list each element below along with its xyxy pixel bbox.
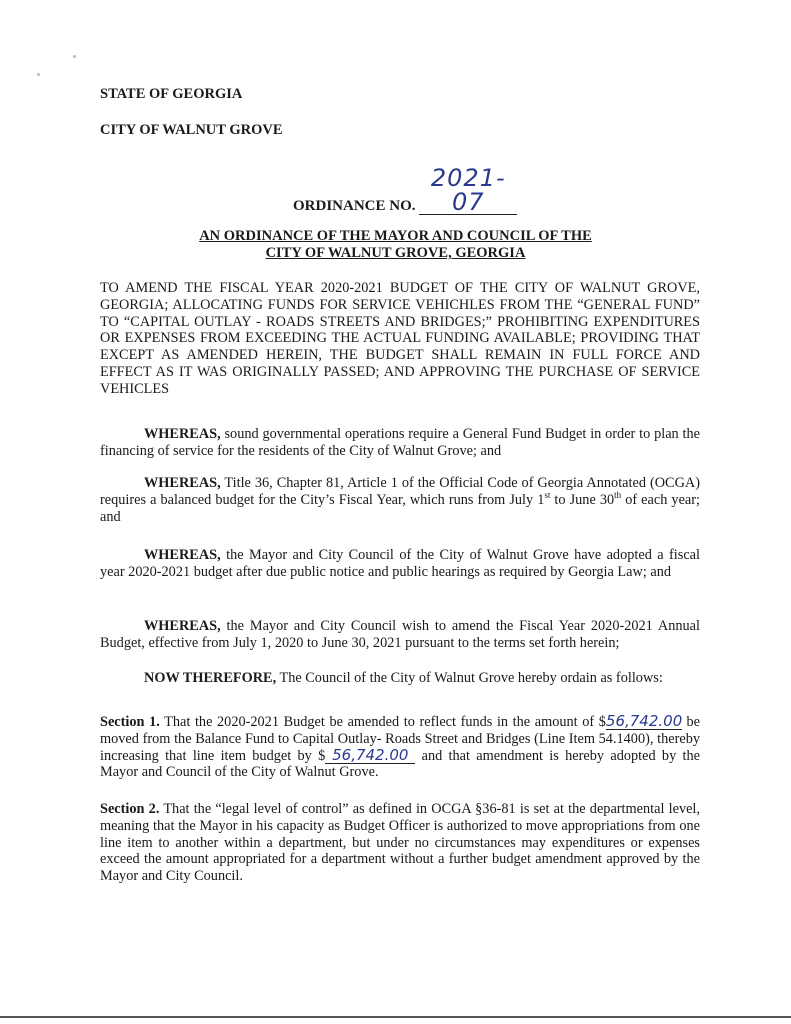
purpose-paragraph: TO AMEND THE FISCAL YEAR 2020-2021 BUDGET OF THE CITY OF WALNUT GROVE, GEORGIA; ALLOCATING FUNDS FOR SERVICE VEHICHLES FROM THE “GENERAL FUND” TO “CAPITAL OUTLAY - ROADS STREETS AND BRIDGES;” PROHIBITING EXPENDITURES OR EXPENSES FROM EXCEEDING THE ACTUAL FUNDING AVAILABLE; PROVIDING THAT EXCEPT AS AMENDED HEREIN, THE BUDGET SHALL REMAIN IN FULL FORCE AND EFFECT AS IT WAS ORIGINALLY PASSED; AND APPROVING THE PURCHASE OF SERVICE VEHICLES [100,280,700,397]
whereas-paragraph-3 [100,547,700,581]
state-heading: STATE OF GEORGIA [100,86,243,102]
whereas-text: of each year; and [100,491,700,525]
scan-speck [73,55,76,58]
whereas-text: the Mayor and City Council wish to amend the Fiscal Year 2020-2021 Annual Budget, effective from July 1, 2020 to June 30, 2021 pursuant to the terms set forth herein; [100,618,700,651]
scan-speck [37,73,40,76]
whereas-lead: WHEREAS, [144,547,221,563]
whereas-paragraph-1 [100,426,700,460]
whereas-lead: WHEREAS, [144,618,221,634]
whereas-paragraph-4 [100,618,700,652]
whereas-text: Title 36, Chapter 81, Article 1 of the Official Code of Georgia Annotated (OCGA) requires a balanced budget for the City’s Fiscal Year, which runs from July 1 [100,475,700,508]
whereas-lead: WHEREAS, [144,475,221,491]
now-therefore-text: The Council of the City of Walnut Grove hereby ordain as follows: [276,670,663,686]
section-2-lead: Section 2. [100,801,160,817]
whereas-text: sound governmental operations require a General Fund Budget in order to plan the financing of service for the residents of the City of Walnut Grove; and [100,426,700,459]
scan-bottom-edge [0,1016,791,1018]
now-therefore-lead: NOW THEREFORE, [144,670,277,686]
title-line-1: AN ORDINANCE OF THE MAYOR AND COUNCIL OF THE [199,228,592,244]
amount-1-handwritten: 56,742.00 [605,712,683,730]
superscript: st [544,490,551,501]
ordinance-number-line [293,166,517,215]
section-1-lead: Section 1. [100,714,160,730]
now-therefore-paragraph [100,670,700,687]
superscript: th [614,490,622,501]
whereas-text: to June 30 [550,491,615,508]
section-text: be moved from the Balance Fund to Capital Outlay- Roads Street and Bridges (Line Item 54.1400), thereby increasing that line item budget by $ [100,714,701,764]
section-1-paragraph [100,714,700,781]
section-2-paragraph [100,801,700,885]
ordinance-title [100,228,691,262]
city-heading: CITY OF WALNUT GROVE [100,122,283,138]
amount-2-handwritten: 56,742.00 [325,748,415,764]
whereas-lead: WHEREAS, [144,426,221,442]
section-text: and that amendment is hereby adopted by the Mayor and Council of the City of Walnut Grove. [100,747,701,781]
ordinance-number: 2021-07 [419,166,517,215]
section-text: That the 2020-2021 Budget be amended to reflect funds in the amount of $ [159,714,606,730]
whereas-paragraph-2 [100,475,700,525]
section-text: That the “legal level of control” as defined in OCGA §36-81 is set at the departmental level, meaning that the Mayor in his capacity as Budget Officer is authorized to move appropriations from one line item to another within a department, but under no circumstances may expenditures or expenses exceed the amount appropriated for a department without a further budget amendment approved by the Mayor and City Council. [100,801,700,885]
whereas-text: the Mayor and City Council of the City of Walnut Grove have adopted a fiscal year 2020-2021 budget after due public notice and public hearings as required by Georgia Law; and [100,547,700,580]
title-line-2: CITY OF WALNUT GROVE, GEORGIA [265,245,526,261]
ordinance-label: ORDINANCE NO. [293,198,416,214]
